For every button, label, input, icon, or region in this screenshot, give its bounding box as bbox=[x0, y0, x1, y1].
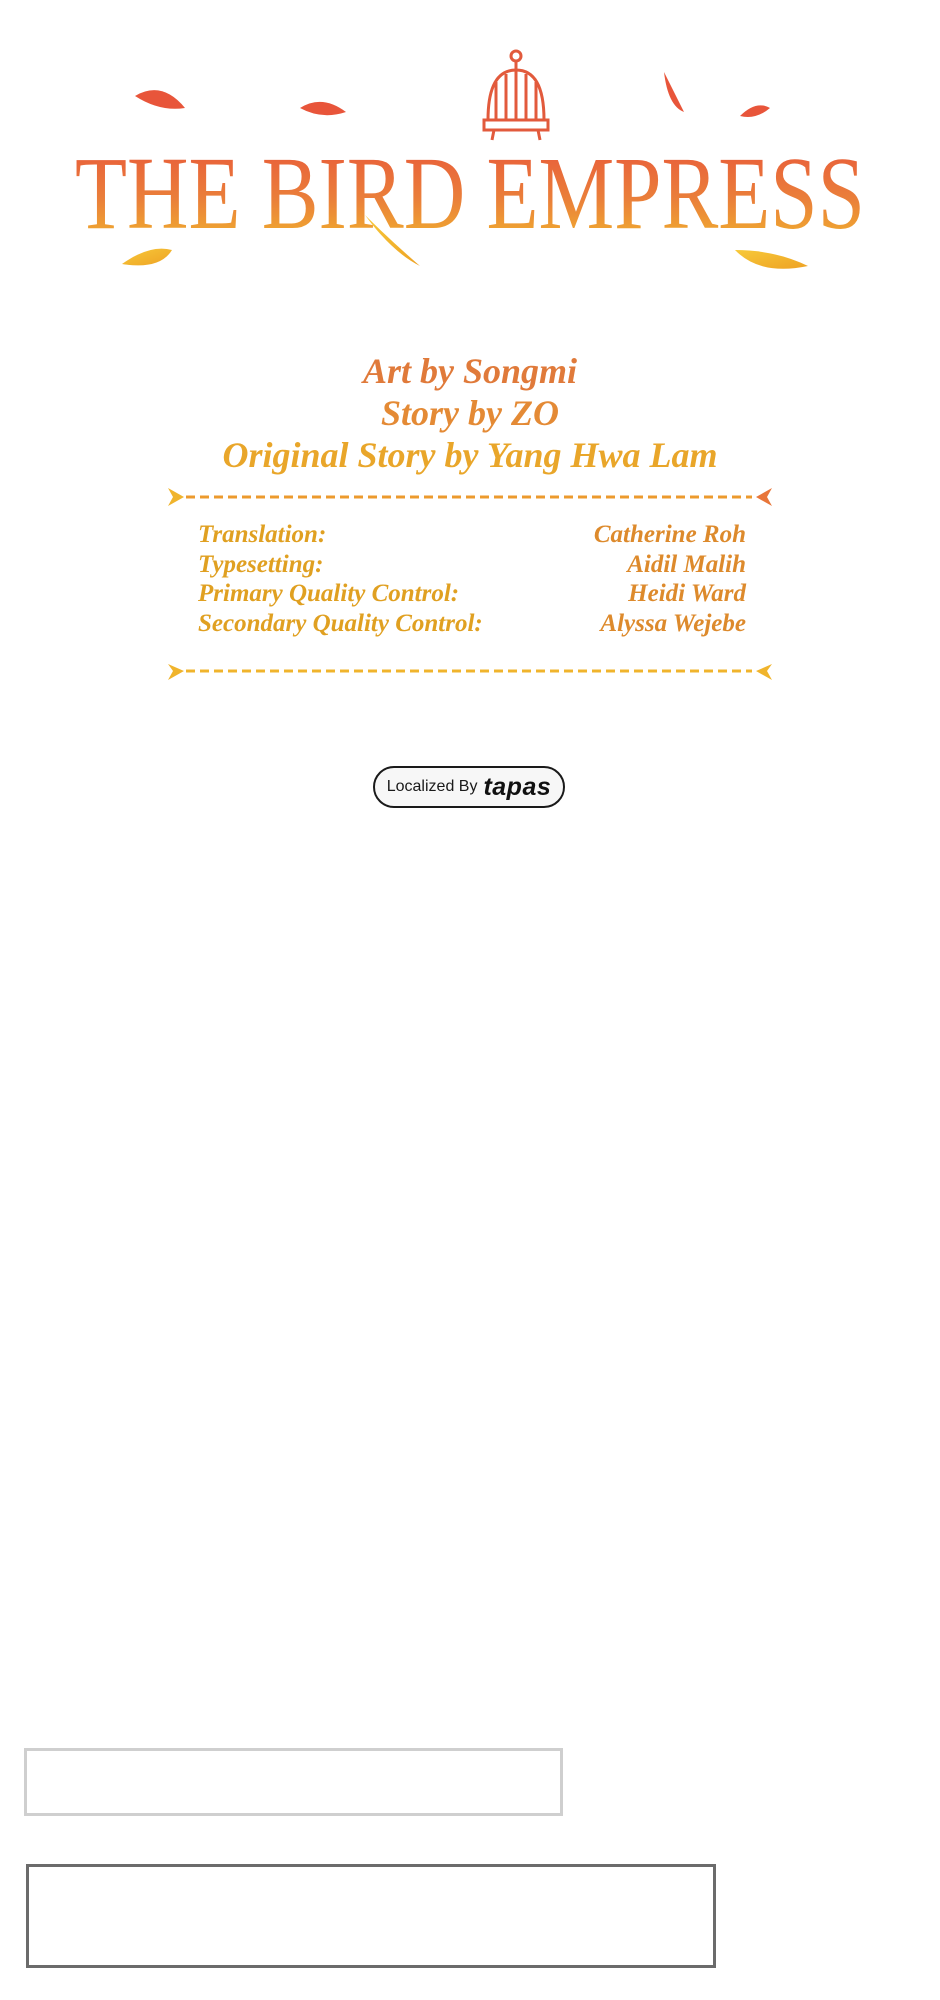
badge-label: Localized By bbox=[386, 778, 478, 795]
role-person: Aidil Malih bbox=[627, 550, 746, 578]
birdcage-icon bbox=[484, 51, 548, 140]
divider-bottom bbox=[0, 658, 940, 688]
role-row bbox=[198, 609, 746, 639]
main-credits bbox=[0, 350, 940, 476]
divider-top bbox=[0, 482, 940, 512]
credit-original-story: Original Story by Yang Hwa Lam bbox=[222, 435, 718, 475]
role-row bbox=[198, 520, 746, 550]
credit-story: Story by ZO bbox=[381, 393, 559, 433]
credit-art: Art by Songmi bbox=[362, 351, 578, 391]
role-label: Primary Quality Control: bbox=[198, 580, 460, 607]
staff-credits bbox=[198, 520, 746, 638]
role-label: Translation: bbox=[198, 521, 327, 548]
role-label: Typesetting: bbox=[198, 550, 324, 578]
role-person: Alyssa Wejebe bbox=[600, 609, 746, 637]
empty-panel bbox=[26, 1864, 716, 1968]
red-feather-icon bbox=[135, 72, 770, 117]
title-logo bbox=[0, 0, 940, 290]
role-row bbox=[198, 550, 746, 580]
role-person: Catherine Roh bbox=[593, 521, 746, 548]
role-person: Heidi Ward bbox=[628, 580, 746, 607]
empty-panel bbox=[24, 1748, 563, 1816]
tapas-logo: tapas bbox=[483, 772, 552, 801]
role-row bbox=[198, 579, 746, 609]
role-label: Secondary Quality Control: bbox=[198, 609, 483, 637]
title-text: THE BIRD EMPRESS bbox=[75, 136, 865, 251]
localized-by-badge[interactable] bbox=[373, 766, 565, 808]
